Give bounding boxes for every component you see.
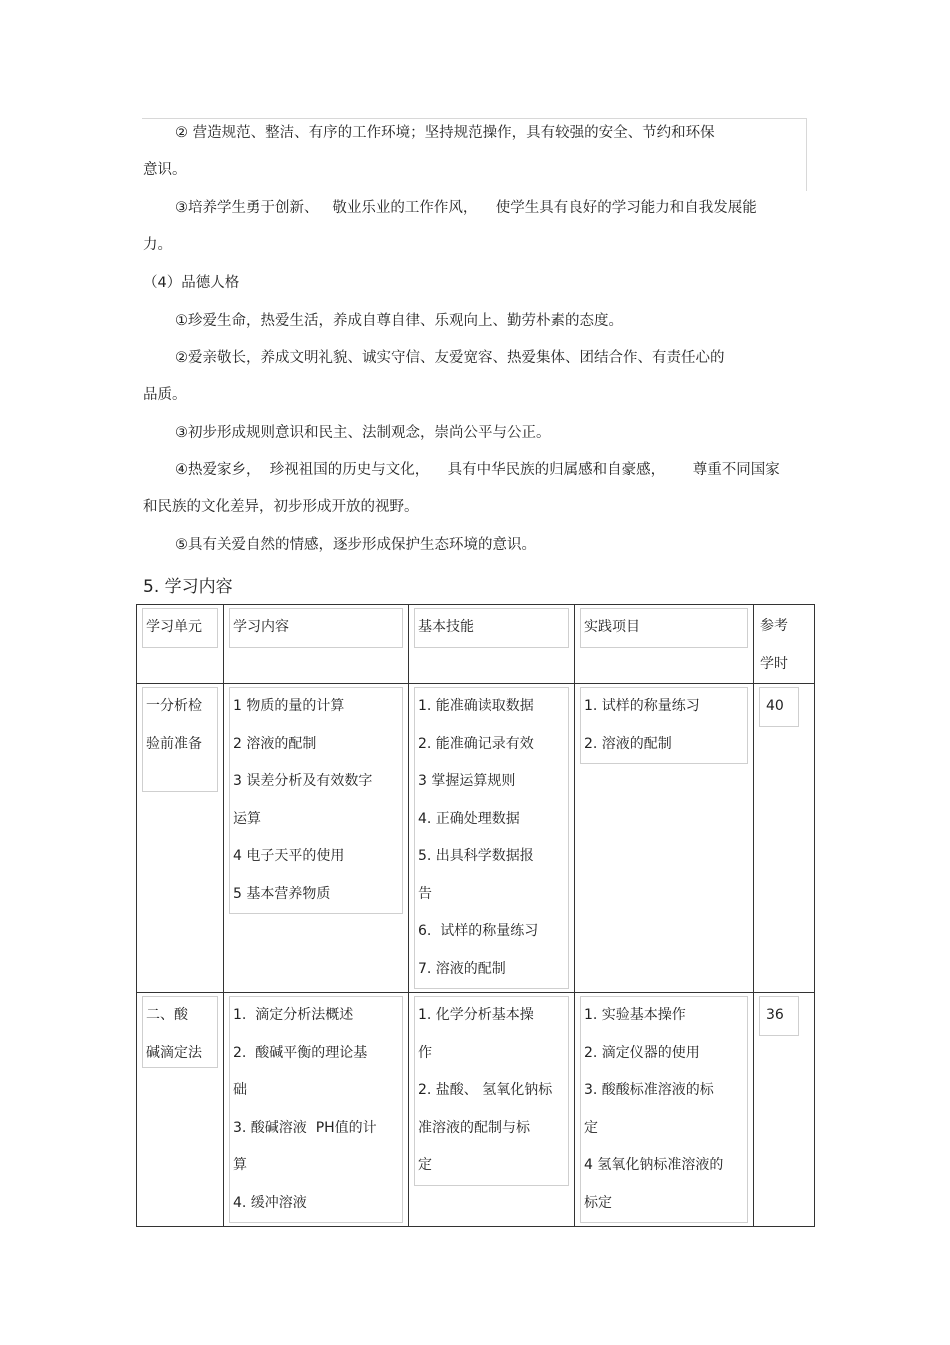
paragraph-env [143, 115, 803, 189]
header-hours [754, 605, 815, 684]
cell-text: 1. 能准确读取数据 [418, 698, 534, 714]
text-line: ①珍爱生命，热爱生活，养成自尊自律、乐观向上、勤劳朴素的态度。 [175, 313, 623, 329]
table-header-row [137, 605, 815, 684]
paragraph-innovation [143, 190, 803, 264]
paragraph-respect [143, 340, 803, 414]
table-row [137, 993, 815, 1227]
table-row [137, 684, 815, 993]
header-label: 参考 [760, 618, 788, 634]
cell-hours [754, 684, 815, 993]
cell-text: 2. 溶液的配制 [584, 735, 672, 752]
paragraph-rules [143, 415, 803, 452]
header-label: 学习内容 [233, 619, 289, 635]
cell-text: 4. 缓冲溶液 [233, 1194, 307, 1211]
cell-text: 础 [233, 1082, 247, 1098]
cell-text: 作 [418, 1044, 432, 1061]
text-line: 和民族的文化差异，初步形成开放的视野。 [143, 499, 419, 515]
text-line: ②爱亲敬长，养成文明礼貌、诚实守信、友爱宽容、热爱集体、团结合作、有责任心的 [175, 350, 725, 366]
cell-text: 2 溶液的配制 [233, 735, 317, 752]
cell-text: 3 掌握运算规则 [418, 773, 516, 789]
text-line: ③培养学生勇于创新、 敬业乐业的工作作风， 使学生具有良好的学习能力和自我发展能 [175, 200, 757, 216]
text-line: 意识。 [143, 162, 187, 178]
cell-text: 准溶液的配制与标 [418, 1119, 530, 1136]
cell-text: 36 [766, 1007, 784, 1023]
cell-text: 2. 滴定仪器的使用 [584, 1044, 700, 1061]
header-content [224, 605, 409, 684]
cell-text: 3. 酸碱溶液 PH值的计 [233, 1119, 377, 1136]
cell-text: 5 基本营养物质 [233, 885, 331, 902]
cell-text: 运算 [233, 810, 261, 827]
section-heading: 5. 学习内容 [143, 577, 233, 597]
text-line: ③初步形成规则意识和民主、法制观念，崇尚公平与公正。 [175, 425, 551, 441]
cell-text: 算 [233, 1157, 247, 1173]
cell-text: 碱滴定法 [146, 1044, 202, 1061]
cell-skill [409, 993, 575, 1227]
cell-text: 2. 盐酸、 氢氧化钠标 [418, 1082, 553, 1098]
cell-text: 1 物质的量的计算 [233, 698, 345, 714]
header-project [575, 605, 754, 684]
cell-text: 4 电子天平的使用 [233, 848, 345, 864]
cell-content [224, 684, 409, 993]
cell-text: 告 [418, 885, 432, 902]
header-label: 学习单元 [146, 619, 202, 635]
cell-text: 2. 酸碱平衡的理论基 [233, 1044, 368, 1061]
header-skill [409, 605, 575, 684]
text-line: 品质。 [143, 387, 187, 403]
cell-text: 标定 [584, 1194, 612, 1211]
cell-text: 7. 溶液的配制 [418, 960, 506, 977]
text-line: ⑤具有关爱自然的情感，逐步形成保护生态环境的意识。 [175, 537, 536, 553]
text-line: ④热爱家乡， 珍视祖国的历史与文化， 具有中华民族的归属感和自豪感， 尊重不同国家 [175, 462, 780, 478]
cell-content [224, 993, 409, 1227]
paragraph-subheading [143, 265, 803, 302]
cell-text: 4 氢氧化钠标准溶液的 [584, 1157, 724, 1173]
cell-text: 1. 实验基本操作 [584, 1007, 686, 1023]
cell-text: 40 [766, 698, 784, 714]
subheading: （4）品德人格 [143, 275, 240, 291]
header-label: 学时 [760, 655, 788, 672]
header-unit [137, 605, 224, 684]
cell-project [575, 993, 754, 1227]
cell-unit [137, 993, 224, 1227]
cell-text: 一分析检 [146, 698, 202, 714]
paragraph-hometown [143, 452, 803, 526]
text-line: 力。 [143, 237, 172, 253]
cell-text: 5. 出具科学数据报 [418, 848, 534, 864]
cell-project [575, 684, 754, 993]
cell-text: 6. 试样的称量练习 [418, 923, 539, 939]
cell-skill [409, 684, 575, 993]
cell-text: 4. 正确处理数据 [418, 810, 520, 827]
cell-text: 定 [584, 1119, 598, 1136]
cell-text: 3 误差分析及有效数字 [233, 773, 373, 789]
cell-text: 1. 滴定分析法概述 [233, 1007, 354, 1023]
cell-unit [137, 684, 224, 993]
cell-text: 2. 能准确记录有效 [418, 735, 534, 752]
text-line: ② 营造规范、整洁、有序的工作环境；坚持规范操作，具有较强的安全、节约和环保 [175, 125, 715, 141]
learning-content-table [136, 604, 815, 1227]
header-label: 实践项目 [584, 619, 640, 635]
cell-text: 1. 试样的称量练习 [584, 698, 700, 714]
header-label: 基本技能 [418, 619, 474, 635]
paragraph-nature [143, 527, 803, 564]
cell-text: 1. 化学分析基本操 [418, 1007, 534, 1023]
cell-hours [754, 993, 815, 1227]
cell-text: 3. 酸酸标准溶液的标 [584, 1082, 714, 1098]
cell-text: 验前准备 [146, 735, 202, 752]
cell-text: 二、酸 [146, 1007, 188, 1023]
paragraph-life [143, 303, 803, 340]
cell-text: 定 [418, 1157, 432, 1173]
